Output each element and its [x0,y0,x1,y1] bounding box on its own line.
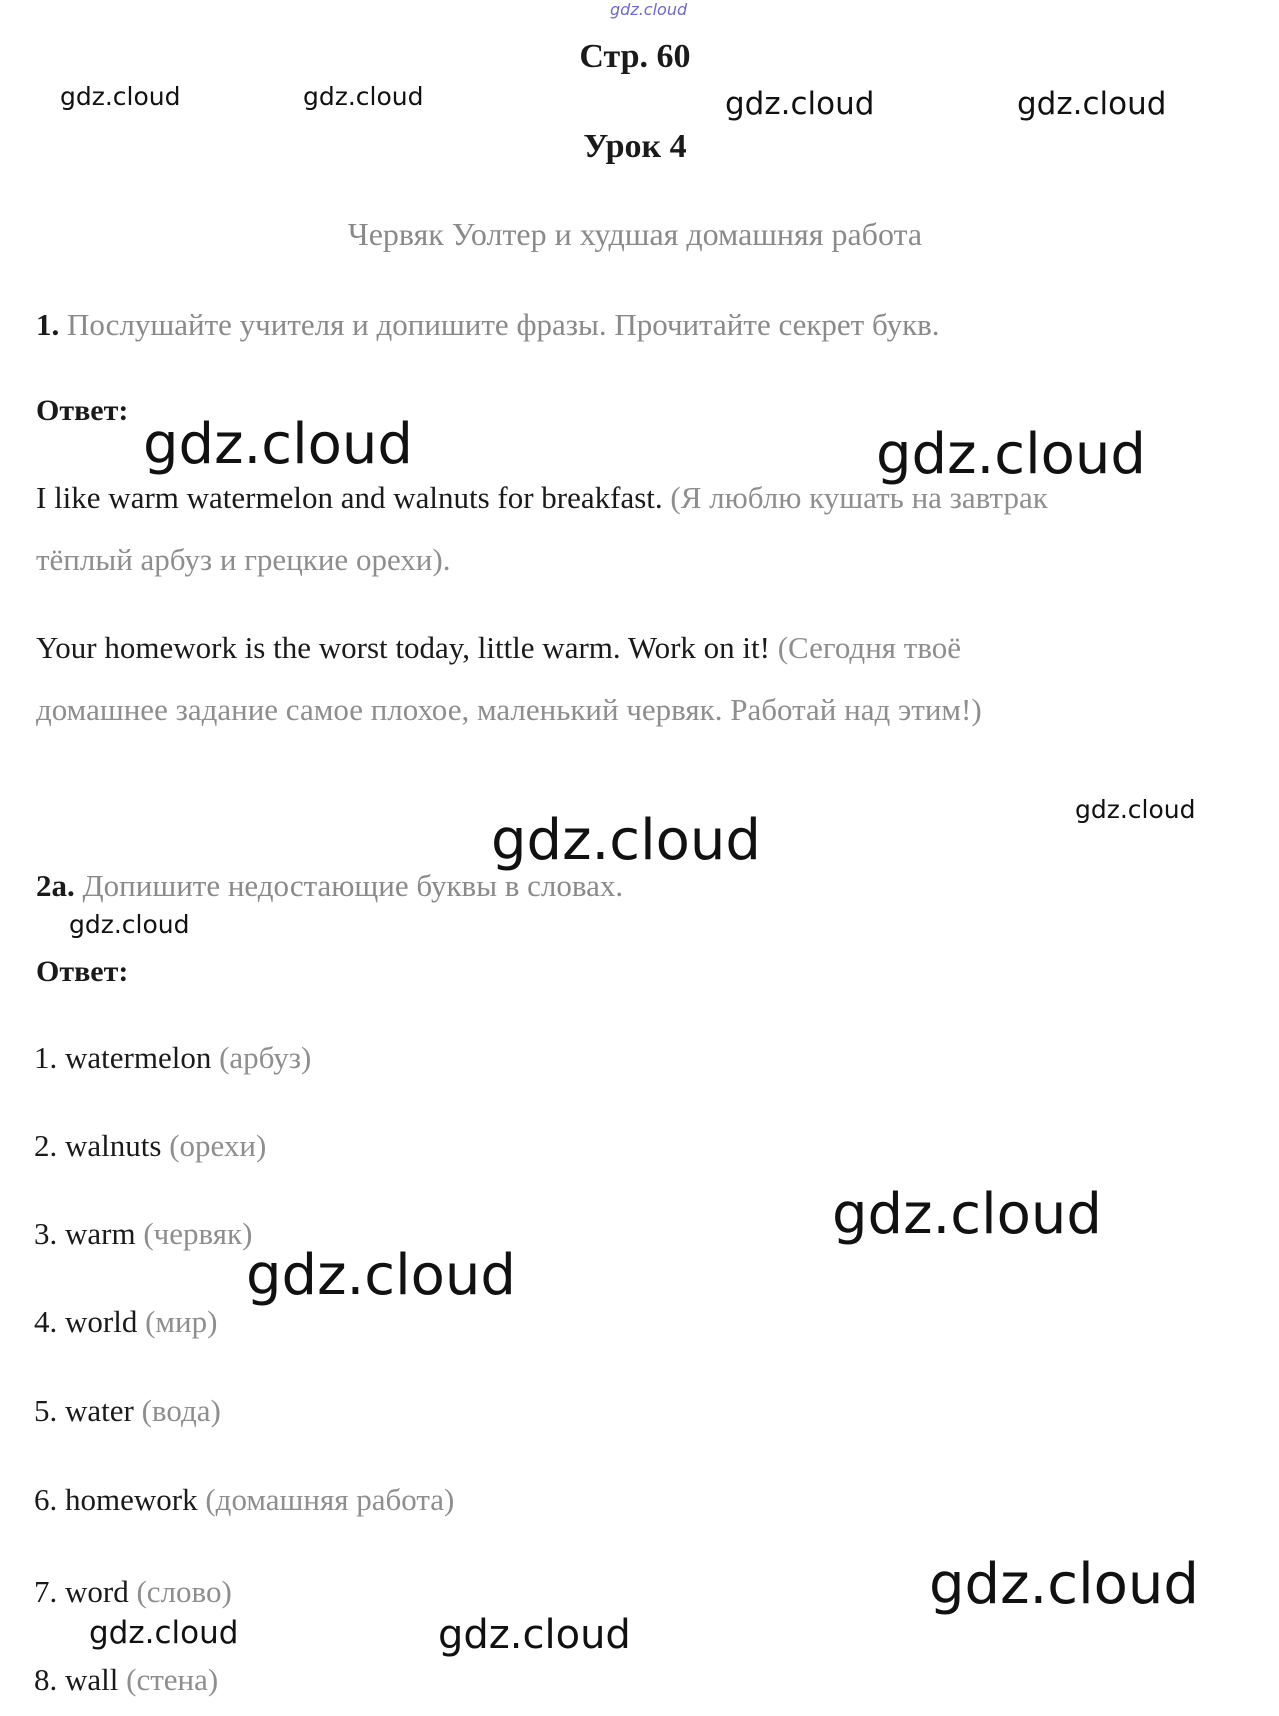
watermark: gdz.cloud [491,808,761,873]
watermark: gdz.cloud [69,910,190,939]
task-2a-text: Допишите недостающие буквы в словах. [82,868,624,903]
item-word: word [65,1574,129,1609]
watermark: gdz.cloud [725,86,875,122]
line-2-translation: (Сегодня твоё [777,630,962,665]
task-1-number: 1. [36,307,60,342]
item-number: 6. [34,1482,58,1517]
list-item [34,1393,221,1429]
task-1-line-2-cont [36,692,982,728]
watermark: gdz.cloud [1017,86,1167,122]
list-item [34,1128,266,1164]
task-1 [36,307,940,343]
line-2-translation-cont: домашнее задание самое плохое, маленький червяк. Работай над этим!) [36,692,982,727]
item-translation: (орехи) [169,1128,267,1163]
task-1-answer-label: Ответ: [36,394,129,427]
task-1-text: Послушайте учителя и допишите фразы. Прочитайте секрет букв. [67,307,940,342]
watermark: gdz.cloud [143,412,413,477]
line-1-english: I like warm watermelon and walnuts for breakfast. [36,480,663,515]
task-1-line-1-cont [36,542,450,578]
item-number: 5. [34,1393,58,1428]
watermark: gdz.cloud [438,1612,631,1658]
item-translation: (стена) [126,1662,219,1697]
item-translation: (слово) [136,1574,232,1609]
item-translation: (червяк) [143,1216,253,1251]
task-2a-answer-label: Ответ: [36,955,129,988]
task-2a [36,868,623,904]
task-2a-number: 2a. [36,868,75,903]
list-item [34,1662,218,1698]
lesson-title: Урок 4 [583,128,687,165]
watermark: gdz.cloud [1075,795,1196,824]
line-2-english: Your homework is the worst today, little warm. Work on it! [36,630,770,665]
item-word: walnuts [65,1128,162,1163]
item-number: 4. [34,1304,58,1339]
page-number: Стр. 60 [579,38,691,75]
item-number: 7. [34,1574,58,1609]
watermark: gdz.cloud [876,422,1146,487]
item-word: homework [65,1482,198,1517]
item-number: 1. [34,1040,58,1075]
task-1-line-2 [36,630,961,666]
item-word: wall [65,1662,119,1697]
item-translation: (домашняя работа) [205,1482,455,1517]
line-1-translation: (Я люблю кушать на завтрак [670,480,1048,515]
list-item [34,1304,217,1340]
item-word: watermelon [65,1040,212,1075]
lesson-subtitle: Червяк Уолтер и худшая домашняя работа [347,216,923,252]
list-item [34,1040,311,1076]
watermark: gdz.cloud [832,1182,1102,1247]
watermark: gdz.cloud [610,0,688,19]
item-word: warm [65,1216,136,1251]
watermark: gdz.cloud [89,1615,239,1651]
item-word: world [65,1304,138,1339]
watermark: gdz.cloud [246,1243,516,1308]
list-item [34,1574,232,1610]
item-number: 3. [34,1216,58,1251]
item-number: 8. [34,1662,58,1697]
item-translation: (вода) [141,1393,221,1428]
watermark: gdz.cloud [929,1552,1199,1617]
item-word: water [65,1393,134,1428]
item-translation: (арбуз) [219,1040,312,1075]
watermark: gdz.cloud [60,82,181,111]
list-item [34,1216,252,1252]
watermark: gdz.cloud [303,82,424,111]
list-item [34,1482,454,1518]
item-number: 2. [34,1128,58,1163]
line-1-translation-cont: тёплый арбуз и грецкие орехи). [36,542,451,577]
item-translation: (мир) [145,1304,218,1339]
